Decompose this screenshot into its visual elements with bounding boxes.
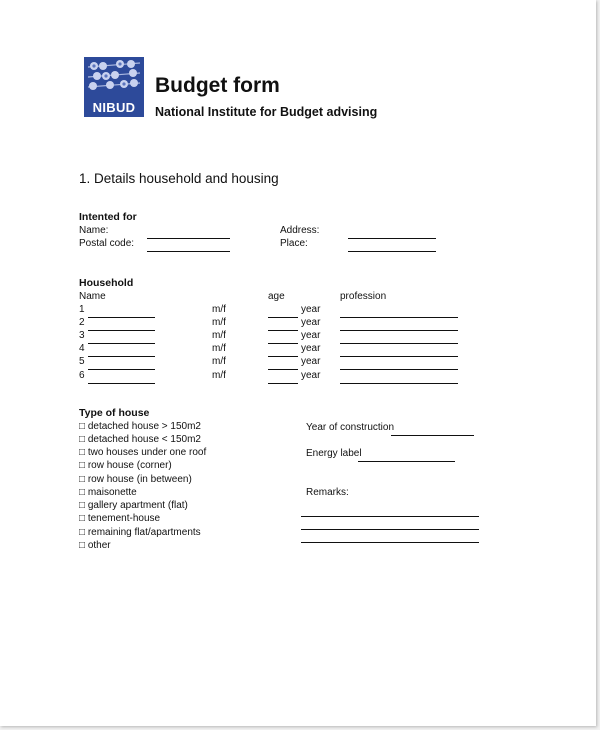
checkbox-option[interactable] <box>79 434 201 445</box>
logo-text: NIBUD <box>92 100 136 115</box>
option-label: row house (in between) <box>87 474 192 485</box>
checkbox-icon: □ <box>79 421 86 432</box>
checkbox-option[interactable] <box>79 527 201 538</box>
section-title: 1. Details household and housing <box>79 171 279 186</box>
year-label: year <box>301 304 321 315</box>
household-col-age: age <box>268 291 285 302</box>
row-number: 5 <box>79 356 85 367</box>
age-field[interactable] <box>268 308 298 318</box>
year-of-construction-field[interactable] <box>391 426 474 436</box>
postal-code-label: Postal code: <box>79 238 135 249</box>
age-field[interactable] <box>268 334 298 344</box>
profession-field[interactable] <box>340 334 458 344</box>
profession-field[interactable] <box>340 308 458 318</box>
checkbox-icon: □ <box>79 513 86 524</box>
year-of-construction-label: Year of construction <box>306 422 395 433</box>
member-name-field[interactable] <box>88 321 155 331</box>
remarks-line-3[interactable] <box>301 533 479 543</box>
name-field[interactable] <box>147 229 230 239</box>
option-label: other <box>87 540 111 551</box>
postal-code-field[interactable] <box>147 242 230 252</box>
year-label: year <box>301 317 321 328</box>
row-number: 4 <box>79 343 85 354</box>
checkbox-icon: □ <box>79 447 86 458</box>
energy-label-label: Energy label <box>306 448 362 459</box>
year-label: year <box>301 370 321 381</box>
gender-label: m/f <box>212 343 226 354</box>
remarks-line-2[interactable] <box>301 520 479 530</box>
household-col-profession: profession <box>340 291 387 302</box>
option-label: maisonette <box>87 487 137 498</box>
option-label: detached house > 150m2 <box>87 421 201 432</box>
address-label: Address: <box>280 225 320 236</box>
gender-label: m/f <box>212 317 226 328</box>
checkbox-option[interactable] <box>79 460 172 471</box>
checkbox-option[interactable] <box>79 421 201 432</box>
member-name-field[interactable] <box>88 334 155 344</box>
age-field[interactable] <box>268 321 298 331</box>
option-label: row house (corner) <box>87 460 172 471</box>
age-field[interactable] <box>268 374 298 384</box>
nibud-logo <box>84 57 144 117</box>
address-field[interactable] <box>348 229 436 239</box>
checkbox-icon: □ <box>79 527 86 538</box>
gender-label: m/f <box>212 304 226 315</box>
checkbox-option[interactable] <box>79 500 188 511</box>
row-number: 3 <box>79 330 85 341</box>
page-title: Budget form <box>155 74 280 97</box>
household-heading: Household <box>79 277 134 289</box>
year-label: year <box>301 343 321 354</box>
checkbox-icon: □ <box>79 460 86 471</box>
energy-label-field[interactable] <box>358 452 455 462</box>
gender-label: m/f <box>212 330 226 341</box>
member-name-field[interactable] <box>88 347 155 357</box>
checkbox-icon: □ <box>79 487 86 498</box>
checkbox-option[interactable] <box>79 513 160 524</box>
profession-field[interactable] <box>340 374 458 384</box>
checkbox-icon: □ <box>79 474 86 485</box>
row-number: 1 <box>79 304 85 315</box>
option-label: tenement-house <box>87 513 161 524</box>
page-subtitle: National Institute for Budget advising <box>155 105 378 119</box>
place-label: Place: <box>280 238 308 249</box>
option-label: detached house < 150m2 <box>87 434 201 445</box>
profession-field[interactable] <box>340 360 458 370</box>
checkbox-icon: □ <box>79 500 86 511</box>
checkbox-option[interactable] <box>79 540 111 551</box>
option-label: remaining flat/apartments <box>87 527 201 538</box>
profession-field[interactable] <box>340 347 458 357</box>
option-label: gallery apartment (flat) <box>87 500 188 511</box>
checkbox-option[interactable] <box>79 447 206 458</box>
household-col-name: Name <box>79 291 106 302</box>
name-label: Name: <box>79 225 109 236</box>
place-field[interactable] <box>348 242 436 252</box>
member-name-field[interactable] <box>88 308 155 318</box>
year-label: year <box>301 356 321 367</box>
age-field[interactable] <box>268 360 298 370</box>
remarks-line-1[interactable] <box>301 507 479 517</box>
member-name-field[interactable] <box>88 360 155 370</box>
checkbox-icon: □ <box>79 540 86 551</box>
gender-label: m/f <box>212 370 226 381</box>
checkbox-option[interactable] <box>79 487 137 498</box>
member-name-field[interactable] <box>88 374 155 384</box>
age-field[interactable] <box>268 347 298 357</box>
intended-heading: Intented for <box>79 211 137 223</box>
house-type-heading: Type of house <box>79 407 150 419</box>
option-label: two houses under one roof <box>87 447 207 458</box>
row-number: 6 <box>79 370 85 381</box>
year-label: year <box>301 330 321 341</box>
row-number: 2 <box>79 317 85 328</box>
profession-field[interactable] <box>340 321 458 331</box>
checkbox-icon: □ <box>79 434 86 445</box>
checkbox-option[interactable] <box>79 474 192 485</box>
gender-label: m/f <box>212 356 226 367</box>
remarks-label: Remarks: <box>306 487 349 498</box>
